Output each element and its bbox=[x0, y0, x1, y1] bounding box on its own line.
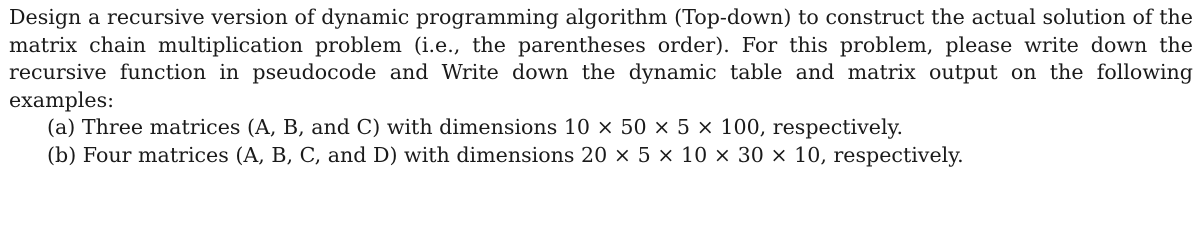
problem-statement: Design a recursive version of dynamic programming algorithm (Top-down) to construct the actual solution of the matrix chain multiplication problem (i.e., the parentheses order). For this problem, please write down the recursive function in pseudocode and Write down the dynamic table and matrix output on the following examples: bbox=[9, 5, 1193, 112]
examples-list bbox=[9, 114, 1193, 169]
example-b: (b) Four matrices (A, B, C, and D) with dimensions 20 × 5 × 10 × 30 × 10, respectively. bbox=[47, 142, 964, 167]
problem-document bbox=[9, 4, 1193, 169]
example-a: (a) Three matrices (A, B, and C) with dimensions 10 × 50 × 5 × 100, respectively. bbox=[47, 115, 903, 139]
